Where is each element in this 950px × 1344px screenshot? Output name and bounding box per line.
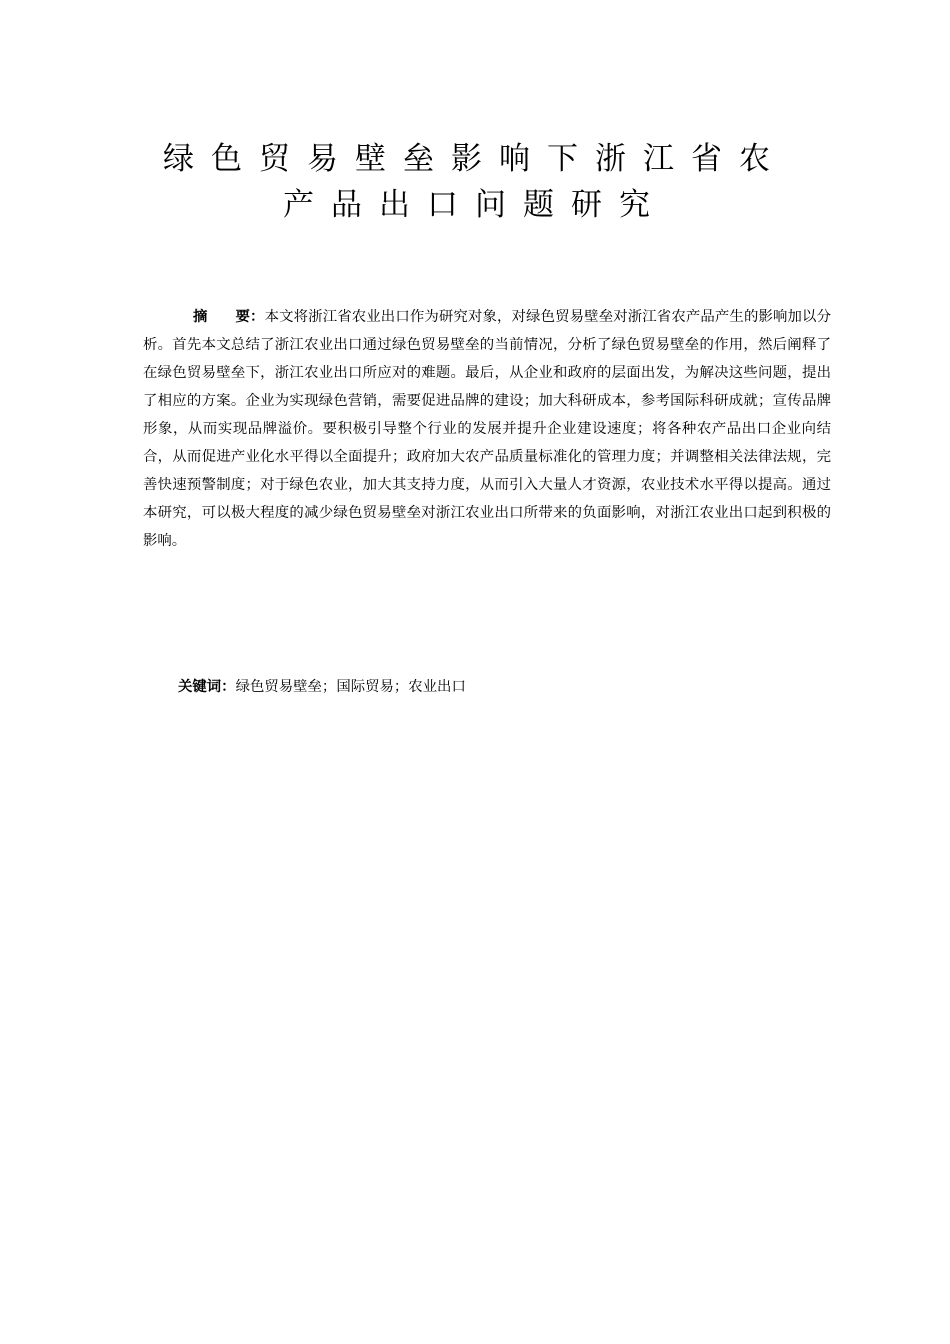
abstract-text: 本文将浙江省农业出口作为研究对象，对绿色贸易壁垒对浙江省农产品产生的影响加以分析。首先本文总结了浙江农业出口通过绿色贸易壁垒的当前情况，分析了绿色贸易壁垒的作用，然后阐释了在绿色贸易壁垒下，浙江农业出口所应对的难题。最后，从企业和政府的层面出发，为解决这些问题，提出了相应的方案。企业为实现绿色营销，需要促进品牌的建设；加大科研成本，参考国际科研成就；宣传品牌形象，从而实现品牌溢价。要积极引导整个行业的发展并提升企业建设速度；将各种农产品出口企业向结合，从而促进产业化水平得以全面提升；政府加大农产品质量标准化的管理力度；并调整相关法律法规，完善快速预警制度；对于绿色农业，加大其支持力度，从而引入大量人才资源，农业技术水平得以提高。通过本研究，可以极大程度的减少绿色贸易壁垒对浙江农业出口所带来的负面影响，对浙江农业出口起到积极的影响。 (143, 309, 831, 549)
abstract-label-first: 摘 (193, 309, 236, 325)
abstract-paragraph (143, 303, 831, 555)
title-line-1: 绿色贸易壁垒影响下浙江省农 (163, 141, 787, 177)
title-line-2: 产品出口问题研究 (283, 187, 667, 223)
abstract-label-last: 要： (235, 309, 265, 325)
document-title (0, 136, 950, 228)
keywords-line (178, 673, 466, 701)
keywords-label: 关键词： (178, 679, 236, 695)
keywords-text: 绿色贸易壁垒；国际贸易；农业出口 (235, 679, 466, 695)
